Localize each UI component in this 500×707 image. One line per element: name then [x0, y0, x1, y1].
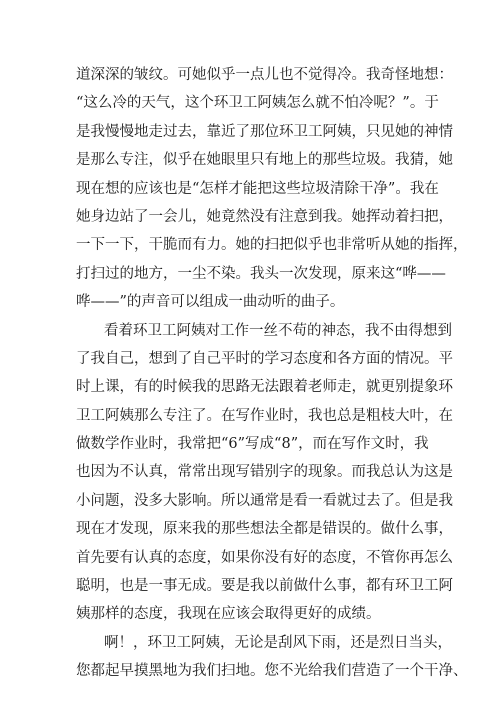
text-line: 啊！，环卫工阿姨，无论是刮风下雨，还是烈日当头， — [104, 634, 452, 651]
text-line: 首先要有认真的态度，如果你没有好的态度，不管你再怎么 — [76, 549, 453, 566]
text-line: 道深深的皱纹。可她似乎一点儿也不觉得冷。我奇怪地想： — [76, 67, 453, 83]
text-line: 做数学作业时，我常把“6”写成“8”，而在写作文时，我 — [76, 436, 429, 453]
text-line: 了我自己，想到了自己平时的学习态度和各方面的情况。平 — [76, 350, 453, 367]
text-line: 是那么专注，似乎在她眼里只有地上的那些垃圾。我猜，她 — [76, 152, 453, 169]
text-line: 现在想的应该也是“怎样才能把这些垃圾清除干净”。我在 — [76, 180, 439, 197]
text-line: 一下一下，干脆而有力。她的扫把似乎也非常听从她的指挥， — [76, 237, 468, 254]
text-line: 时上课，有的时候我的思路无法跟着老师走，就更别提象环 — [76, 379, 453, 396]
paragraph-1 — [76, 61, 468, 317]
paragraph-2 — [76, 317, 453, 629]
text-line: 打扫过的地方，一尘不染。我头一次发现，原来这“哗—— — [76, 265, 446, 282]
text-line: 看着环卫工阿姨对工作一丝不苟的神态，我不由得想到 — [104, 322, 452, 339]
text-line: 她身边站了一会儿，她竟然没有注意到我。她挥动着扫把， — [76, 208, 453, 225]
paragraph-3 — [76, 629, 468, 686]
text-line: 小问题，没多大影响。所以通常是看一看就过去了。但是我 — [76, 492, 453, 509]
text-line: 是我慢慢地走过去，靠近了那位环卫工阿姨，只见她的神情 — [76, 123, 453, 140]
text-line: 聪明，也是一事无成。要是我以前做什么事，都有环卫工阿 — [76, 578, 453, 595]
text-line: 您都起早摸黑地为我们扫地。您不光给我们营造了一个干净、 — [76, 663, 468, 680]
text-line: 卫工阿姨那么专注了。在写作业时，我也总是粗枝大叶，在 — [76, 407, 453, 424]
text-line: “这么冷的天气，这个环卫工阿姨怎么就不怕冷呢？”。于 — [76, 95, 439, 112]
text-line: 哗——”的声音可以组成一曲动听的曲子。 — [76, 294, 345, 311]
text-line: 现在才发现，原来我的那些想法全都是错误的。做什么事， — [76, 521, 453, 538]
text-line: 也因为不认真，常常出现写错别字的现象。而我总认为这是 — [76, 464, 453, 481]
document-body — [76, 61, 468, 686]
text-line: 姨那样的态度，我现在应该会取得更好的成绩。 — [76, 606, 381, 623]
